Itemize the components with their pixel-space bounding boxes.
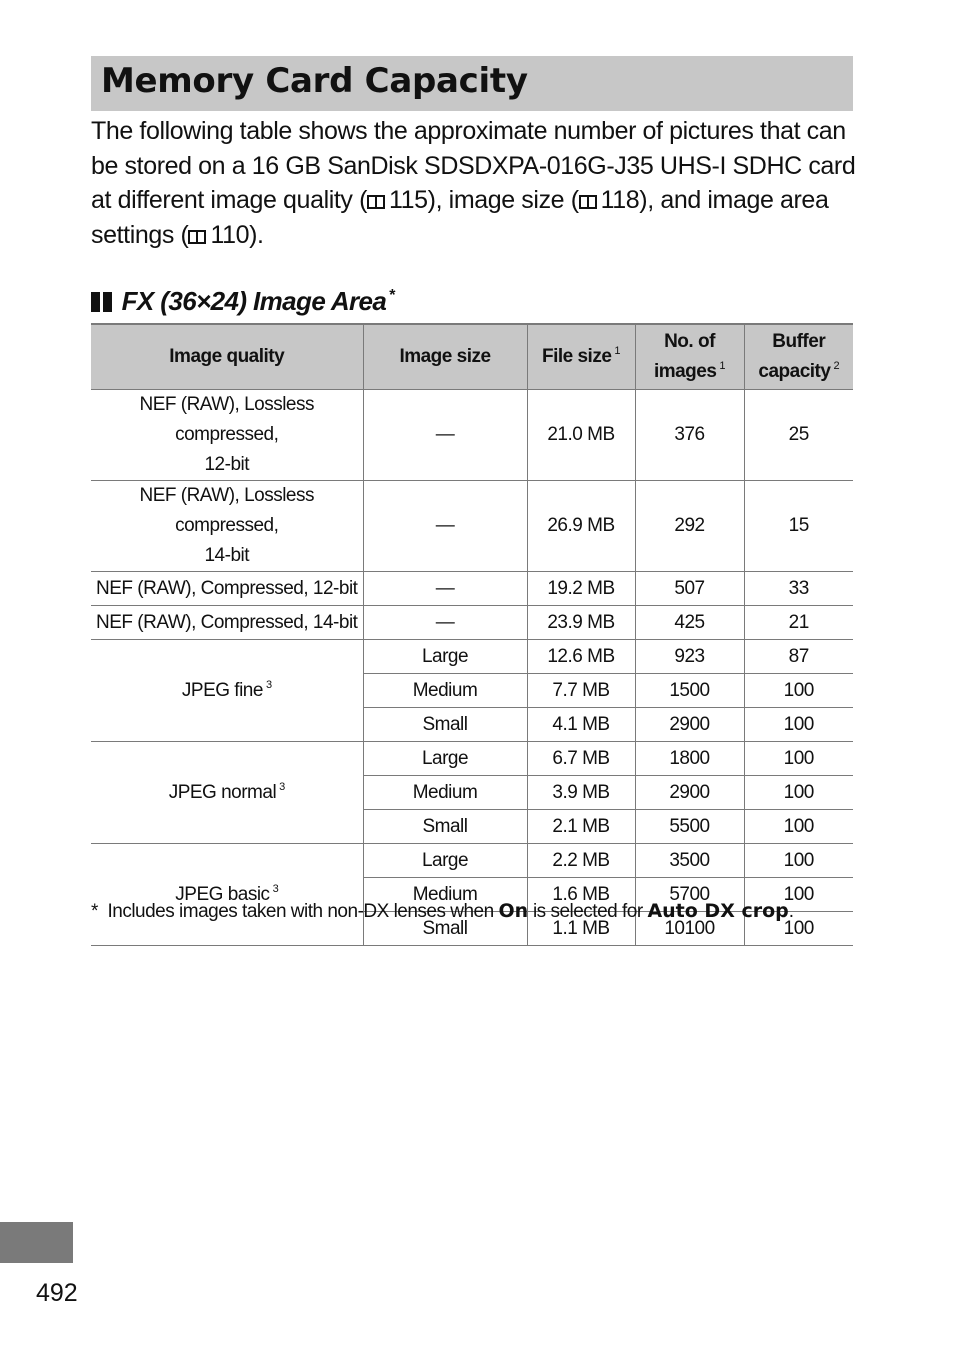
cell-image-size: Large (363, 640, 527, 674)
capacity-table (91, 323, 853, 946)
table-row (91, 481, 853, 572)
cell-image-size: Medium (363, 878, 527, 912)
book-icon (367, 195, 385, 209)
cell-file-size: 19.2 MB (527, 572, 635, 606)
header-buffer-capacity: Buffer capacity $^2$ (744, 324, 853, 390)
cell-image-quality: NEF (RAW), Lossless compressed, 12-bit (91, 390, 363, 481)
cell-buffer-capacity: 100 (744, 912, 853, 946)
table-row (91, 572, 853, 606)
cell-image-size: Small (363, 810, 527, 844)
header-file-size: File size $^1$ (527, 324, 635, 390)
cell-no-of-images: 2900 (635, 776, 744, 810)
cell-file-size: 26.9 MB (527, 481, 635, 572)
page-number: 492 (36, 1279, 78, 1307)
cell-no-of-images: 5500 (635, 810, 744, 844)
cell-no-of-images: 923 (635, 640, 744, 674)
cell-no-of-images: 3500 (635, 844, 744, 878)
cell-buffer-capacity: 100 (744, 844, 853, 878)
setting-auto-dx-crop: Auto DX crop (647, 900, 789, 922)
header-no-of-images: No. of images $^1$ (635, 324, 744, 390)
cell-image-quality: NEF (RAW), Compressed, 12-bit (91, 572, 363, 606)
table-row (91, 844, 853, 878)
cell-file-size: 12.6 MB (527, 640, 635, 674)
cell-image-size: — (363, 606, 527, 640)
header-image-quality: Image quality (91, 324, 363, 390)
cell-file-size: 2.2 MB (527, 844, 635, 878)
intro-paragraph (91, 114, 856, 252)
section-marker-icon (103, 292, 112, 312)
cell-file-size: 1.6 MB (527, 878, 635, 912)
cell-file-size: 4.1 MB (527, 708, 635, 742)
cell-file-size: 3.9 MB (527, 776, 635, 810)
cell-image-size: — (363, 390, 527, 481)
cell-no-of-images: 425 (635, 606, 744, 640)
cell-file-size: 2.1 MB (527, 810, 635, 844)
page-title: Memory Card Capacity (101, 61, 528, 101)
cell-buffer-capacity: 100 (744, 810, 853, 844)
table-header-row (91, 324, 853, 390)
cell-buffer-capacity: 87 (744, 640, 853, 674)
cell-no-of-images: 292 (635, 481, 744, 572)
cell-buffer-capacity: 100 (744, 708, 853, 742)
intro-text: ), image size ( (427, 186, 579, 215)
cell-no-of-images: 5700 (635, 878, 744, 912)
header-image-size: Image size (363, 324, 527, 390)
cell-image-size: Large (363, 844, 527, 878)
page-ref-link[interactable]: 110 (210, 220, 250, 249)
cell-image-quality: JPEG fine $^3$ (91, 640, 363, 742)
cell-file-size: 1.1 MB (527, 912, 635, 946)
cell-image-size: — (363, 572, 527, 606)
cell-image-size: Medium (363, 674, 527, 708)
cell-no-of-images: 2900 (635, 708, 744, 742)
page-ref-link[interactable]: 115 (389, 186, 428, 215)
cell-buffer-capacity: 100 (744, 674, 853, 708)
cell-image-size: Small (363, 912, 527, 946)
book-icon (579, 195, 597, 209)
table-row (91, 742, 853, 776)
cell-image-size: Large (363, 742, 527, 776)
cell-buffer-capacity: 100 (744, 878, 853, 912)
cell-file-size: 6.7 MB (527, 742, 635, 776)
table-footnote: * Includes images taken with non-DX lenses when On is selected for Auto DX crop. (91, 900, 794, 922)
page-ref-link[interactable]: 118 (600, 186, 640, 215)
cell-no-of-images: 10100 (635, 912, 744, 946)
cell-buffer-capacity: 100 (744, 742, 853, 776)
cell-file-size: 7.7 MB (527, 674, 635, 708)
cell-buffer-capacity: 100 (744, 776, 853, 810)
table-row (91, 640, 853, 674)
cell-no-of-images: 1800 (635, 742, 744, 776)
section-heading-text: FX (36×24) Image Area (121, 286, 387, 316)
cell-file-size: 21.0 MB (527, 390, 635, 481)
cell-image-quality: NEF (RAW), Lossless compressed, 14-bit (91, 481, 363, 572)
page-tab-marker (0, 1222, 73, 1263)
cell-buffer-capacity: 25 (744, 390, 853, 481)
cell-image-quality: NEF (RAW), Compressed, 14-bit (91, 606, 363, 640)
cell-no-of-images: 507 (635, 572, 744, 606)
section-marker-icon (91, 292, 100, 312)
footnote-mark: * (91, 901, 98, 922)
section-heading-footnote-mark: * (389, 287, 395, 304)
table-row (91, 606, 853, 640)
cell-image-quality: JPEG normal $^3$ (91, 742, 363, 844)
cell-image-size: Small (363, 708, 527, 742)
cell-no-of-images: 1500 (635, 674, 744, 708)
intro-text: ), and image area settings ( (91, 186, 829, 249)
intro-text: ). (249, 220, 264, 249)
section-heading (91, 278, 395, 314)
cell-buffer-capacity: 15 (744, 481, 853, 572)
cell-image-size: Medium (363, 776, 527, 810)
cell-image-size: — (363, 481, 527, 572)
table-row (91, 390, 853, 481)
cell-no-of-images: 376 (635, 390, 744, 481)
cell-buffer-capacity: 33 (744, 572, 853, 606)
cell-image-quality: JPEG basic $^3$ (91, 844, 363, 946)
cell-file-size: 23.9 MB (527, 606, 635, 640)
cell-buffer-capacity: 21 (744, 606, 853, 640)
book-icon (188, 230, 206, 244)
setting-on: On (498, 900, 529, 922)
page-title-bar (91, 56, 853, 111)
intro-text: The following table shows the approximate number of pictures that can be stored on a 16 GB SanDisk SDSDXPA-016G-J35 UHS-I SDHC card at different image quality ( (91, 117, 856, 215)
